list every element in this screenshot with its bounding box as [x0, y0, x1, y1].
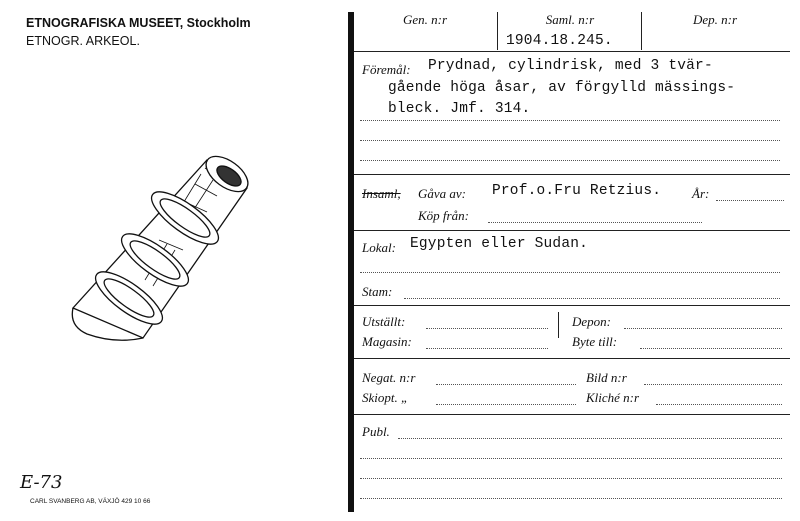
- publ-dotline: [360, 498, 782, 499]
- bild-dotline: [644, 384, 782, 385]
- ar-dotline: [716, 200, 784, 201]
- row-divider: [354, 305, 790, 306]
- publ-label: Publ.: [362, 424, 390, 439]
- gava-value: Prof.o.Fru Retzius.: [492, 183, 662, 199]
- foremal-line-2: gående höga åsar, av förgylld mässings-: [388, 80, 736, 96]
- section-divider: [558, 312, 559, 338]
- lokal-dotline: [360, 272, 780, 273]
- row-divider: [354, 414, 790, 415]
- stam-dotline: [404, 298, 780, 299]
- kop-dotline: [488, 222, 702, 223]
- saml-number: 1904.18.245.: [506, 33, 613, 49]
- kop-label: Köp från:: [418, 208, 469, 223]
- skiopt-dotline: [436, 404, 576, 405]
- byte-label: Byte till:: [572, 334, 618, 349]
- header-divider: [641, 12, 642, 50]
- lokal-label: Lokal:: [362, 240, 396, 255]
- gen-label: Gen. n:r: [402, 12, 448, 27]
- byte-dotline: [640, 348, 782, 349]
- printer-imprint: CARL SVANBERG AB, VÄXJÖ 429 10 66: [30, 498, 151, 505]
- saml-label: Saml. n:r: [545, 12, 595, 27]
- header-divider: [497, 12, 498, 50]
- row-divider: [354, 358, 790, 359]
- card-spine: [348, 12, 354, 512]
- utstallt-label: Utställt:: [362, 314, 406, 329]
- department-name: ETNOGR. ARKEOL.: [26, 34, 140, 48]
- artifact-drawing: [55, 140, 270, 350]
- museum-name: ETNOGRAFISKA MUSEET, Stockholm: [26, 16, 251, 30]
- row-divider: [354, 174, 790, 175]
- kliche-dotline: [656, 404, 782, 405]
- negat-dotline: [436, 384, 576, 385]
- magasin-label: Magasin:: [362, 334, 412, 349]
- handwritten-number: E-73: [20, 472, 63, 493]
- dep-label: Dep. n:r: [692, 12, 738, 27]
- foremal-line-1: Prydnad, cylindrisk, med 3 tvär-: [428, 58, 713, 74]
- row-divider: [354, 230, 790, 231]
- depon-label: Depon:: [572, 314, 611, 329]
- gava-label: Gåva av:: [418, 186, 467, 201]
- foremal-dotline: [360, 140, 780, 141]
- skiopt-label: Skiopt. „: [362, 390, 409, 405]
- publ-dotline: [360, 458, 782, 459]
- row-divider: [354, 51, 790, 52]
- foremal-label: Föremål:: [362, 62, 411, 77]
- insaml-label: Insaml,: [362, 186, 401, 201]
- stam-label: Stam:: [362, 284, 393, 299]
- foremal-line-3: bleck. Jmf. 314.: [388, 101, 531, 117]
- magasin-dotline: [426, 348, 548, 349]
- kliche-label: Kliché n:r: [586, 390, 640, 405]
- ar-label: År:: [692, 186, 710, 201]
- utstallt-dotline: [426, 328, 548, 329]
- bild-label: Bild n:r: [586, 370, 627, 385]
- foremal-dotline: [360, 160, 780, 161]
- foremal-dotline: [360, 120, 780, 121]
- publ-dotline: [360, 478, 782, 479]
- depon-dotline: [624, 328, 782, 329]
- negat-label: Negat. n:r: [362, 370, 416, 385]
- publ-dotline: [398, 438, 782, 439]
- lokal-value: Egypten eller Sudan.: [410, 236, 589, 252]
